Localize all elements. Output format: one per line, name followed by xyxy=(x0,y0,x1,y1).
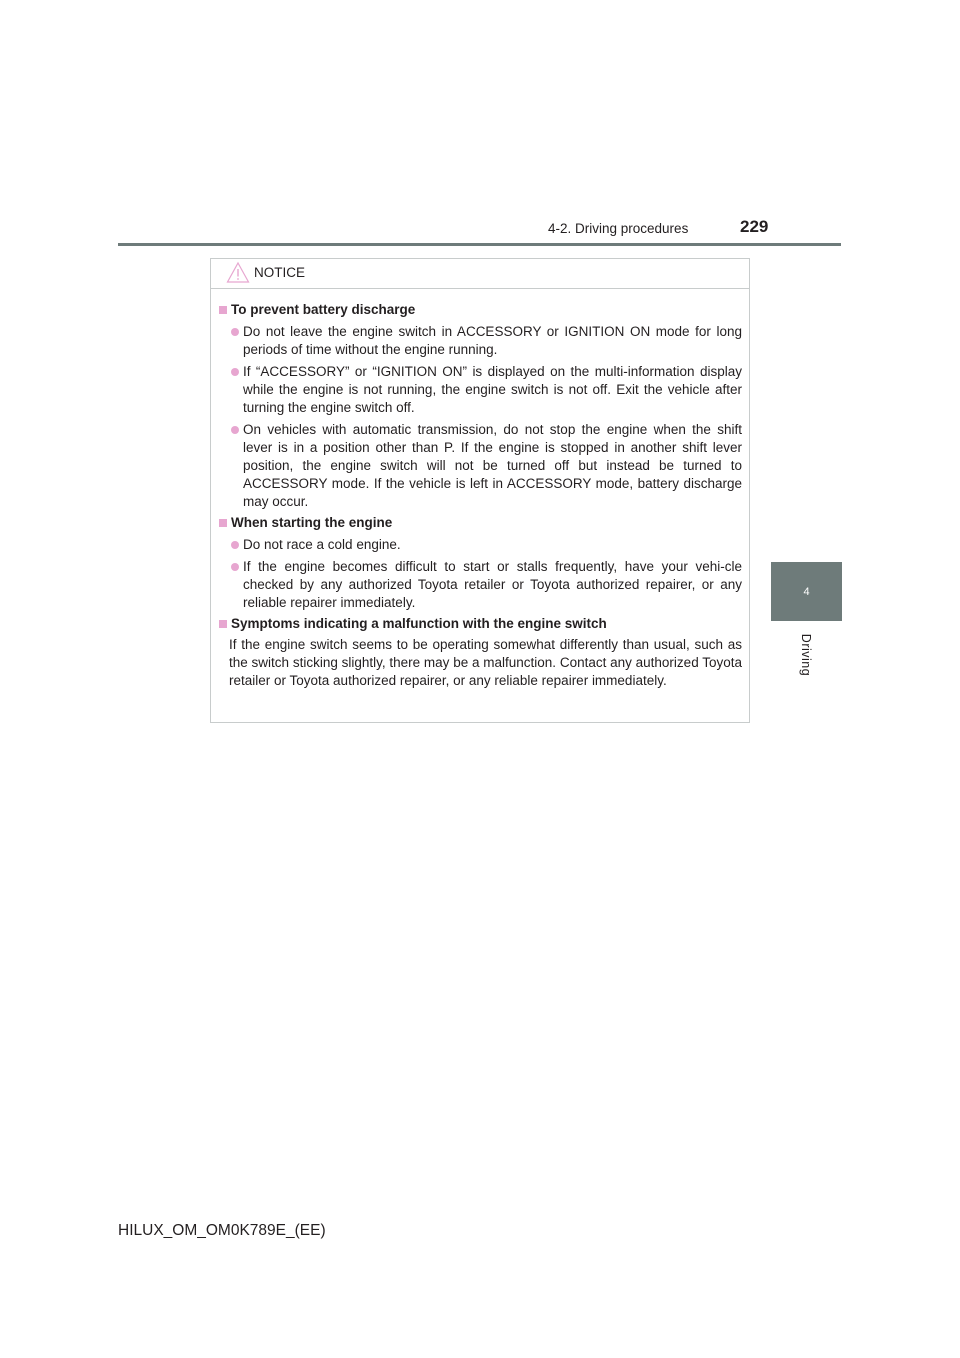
section-paragraph: If the engine switch seems to be operating somewhat differently than usual, such as the switch sticking slightly, there may be a malfunction. Contact any authorized Toyota retailer or Toyota authorized repairer, or any reliable repairer immediately. xyxy=(229,637,742,688)
round-bullet-icon xyxy=(231,563,239,571)
square-bullet-icon xyxy=(219,519,227,527)
section-title: When starting the engine xyxy=(217,514,742,532)
notice-title: NOTICE xyxy=(254,265,306,280)
running-header-section: 4-2. Driving procedures xyxy=(548,221,689,236)
list-item: If the engine becomes difficult to start or stalls frequently, have your vehi-cle checked by any authorized Toyota retailer or Toyota authorized repairer, or any reliable repairer immediately. xyxy=(217,558,742,612)
warning-triangle-icon xyxy=(226,261,250,285)
round-bullet-icon xyxy=(231,368,239,376)
round-bullet-icon xyxy=(231,426,239,434)
notice-box xyxy=(210,258,750,723)
header-divider xyxy=(118,243,841,246)
list-item: If “ACCESSORY” or “IGNITION ON” is displayed on the multi-information display while the engine is not running, the engine switch is not off. Exit the vehicle after turning the engine switch off. xyxy=(217,363,742,417)
section-starting-engine xyxy=(217,514,742,612)
chapter-number: 4 xyxy=(803,585,810,598)
list-item: Do not leave the engine switch in ACCESSORY or IGNITION ON mode for long periods of time without the engine running. xyxy=(217,323,742,359)
notice-body xyxy=(211,289,749,690)
section-title: To prevent battery discharge xyxy=(217,301,742,319)
list-item: Do not race a cold engine. xyxy=(217,536,742,554)
round-bullet-icon xyxy=(231,328,239,336)
section-switch-malfunction xyxy=(217,615,742,690)
chapter-tab xyxy=(771,562,842,621)
square-bullet-icon xyxy=(219,620,227,628)
list-item: On vehicles with automatic transmission, do not stop the engine when the shift lever is in a position other than P. If the engine is stopped in another shift lever position, the engine switch will not be turned off but instead be turned to ACCESSORY mode. If the vehicle is left in ACCESSORY mode, battery discharge may occur. xyxy=(217,421,742,511)
section-title: Symptoms indicating a malfunction with the engine switch xyxy=(217,615,742,633)
round-bullet-icon xyxy=(231,541,239,549)
chapter-label: Driving xyxy=(799,633,813,677)
notice-header xyxy=(211,259,749,289)
document-id: HILUX_OM_OM0K789E_(EE) xyxy=(118,1222,326,1239)
square-bullet-icon xyxy=(219,306,227,314)
section-battery-discharge xyxy=(217,301,742,511)
page-number: 229 xyxy=(740,217,769,236)
